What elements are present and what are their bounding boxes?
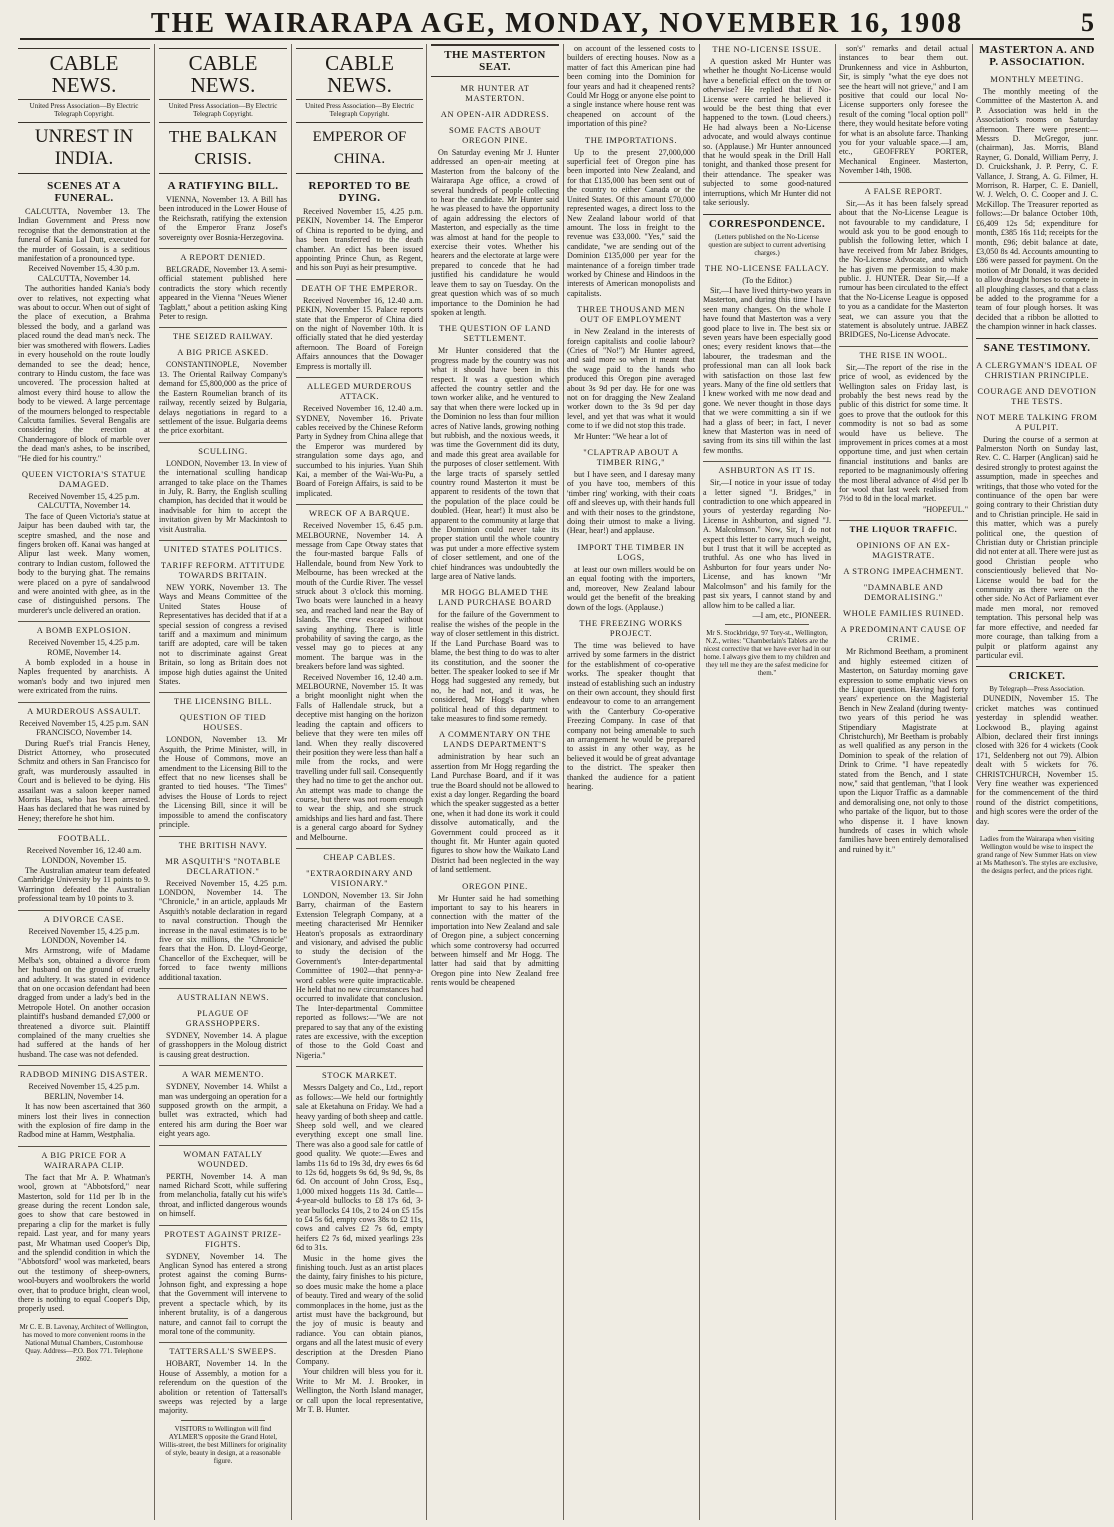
subheadline: ASHBURTON AS IT IS. — [703, 461, 831, 475]
article-text: on account of the lessened costs to builders of erecting houses. Now as a matter of fact this American pine had been coming into the Dominion for four years and had it cheapened rents? Could Mr Hogg or anyone else point to a single instance where house rent was cheapened on account of the importation of this pine? — [567, 44, 695, 129]
subheadline: MONTHLY MEETING. — [990, 74, 1084, 84]
article-text: Messrs Dalgety and Co., Ltd., report as follows:—We held our fortnightly sale at Eketahuna on Friday. We had a heavy yarding of both sheep and cattle. Sheep sold well, and we cleared everything except one small line. There was also a good sale for cattle of good quality. We quote:—Ewes and lambs 11s 6d to 19s 3d, dry ewes 6s 6d to 12s 6d, hoggets 9s 6d, 9s 9d, 9s, 8s 6d. On account of John Cross, Esq., 1,000 mixed hoggets 11s 3d. Cattle—4-year-old bullocks to £8 17s 6d, 3-year bullocks £4 10s, 2 to 24 on £5 15s to £4 5s 6d, empty cows 38s to £2 11s, cows and calves £2 7s 6d, empty heifers £2 7s 6d, mixed yearlings 23s 6d to 31s. — [296, 1083, 423, 1253]
article-text: Received November 15, 4.25 p.m. PEKIN, November 14. The Emperor of China is reported to be dying, and has been transferred to the death chamber. An edict has been issued appointing Prince Chun, as Regent, and his son Puyi as heir presumptive. — [296, 207, 423, 273]
subheadline: AN OPEN-AIR ADDRESS. — [440, 109, 550, 119]
headline: MASTERTON A. AND P. ASSOCIATION. — [979, 44, 1095, 68]
subheadline: OPINIONS OF AN EX-MAGISTRATE. — [856, 540, 951, 561]
article-text: During Ruef's trial Francis Heney, District Attorney, who prosecuted Schmitz and others in San Francisco for graft, was murderously assaulted in Court and is believed to be dying. His assailant was a saloon keeper named Morris Haas, who has been arrested. Haas has declared that he was ruined by Heney; therefore he shot him. — [18, 738, 150, 823]
article-text: Your children will bless you for it. Write to Mr M. J. Brooker, in Wellington, the North Island manager, or call upon the local representative, Mr T. B. Hunter. — [296, 1367, 423, 1415]
column-5 — [567, 44, 695, 1520]
section-header: CABLE NEWS. — [296, 48, 423, 100]
article-text: Received November 15, 4.25 p.m. LONDON, November 14. The "Chronicle," in an article, applauds Mr Asquith's notable declaration in regard to naval construction. Though the increase in the naval estimates is to be five or six millions, the "Chronicle" fears that the Hon. D. Lloyd-George, Chancellor of the Exchequer, will be forced to face twenty millions additional taxation. — [159, 878, 287, 982]
column-3 — [296, 44, 423, 1520]
divider — [725, 624, 809, 625]
headline: THE MASTERTON SEAT. — [431, 44, 559, 77]
headline: SANE TESTIMONY. — [976, 338, 1098, 354]
subheadline: TARIFF REFORM. ATTITUDE TOWARDS BRITAIN. — [160, 559, 286, 580]
column-8 — [976, 44, 1098, 1520]
dateline: Received November 15, 4.25 p.m. SAN FRANCISCO, November 14. — [19, 718, 149, 738]
subheadline: THE NO-LICENSE FALLACY. — [704, 262, 830, 273]
subheadline: A CLERGYMAN'S IDEAL OF CHRISTIAN PRINCIPLE. — [976, 359, 1098, 380]
subheadline: THE LICENSING BILL. — [159, 692, 287, 706]
article-text: Received November 16, 12.40 a.m. MELBOURNE, November 15. It was a bright moonlight night when the Falls of Hallendale struck, but a deceptive mist hanging on the horizon leading the captain and officers to believe that they were ten miles off land. When they really discovered their position they were less than half a mile from the rocks, and were travelling under full sail. Consequently they had no time to get the anchor out. An attempt was made to change the course, but there was not room enough to wear the ship, and she struck amidships and lies hard and fast. There is a general cargo aboard for Sydney and Melbourne. — [296, 672, 423, 842]
subheadline: A MURDEROUS ASSAULT. — [18, 702, 150, 716]
article-text: NEW YORK, November 13. The Ways and Means Committee of the United States House of Representatives has decided that if at a special session of congress a revised tariff and a maximum and minimum tariff are adopted, care will be taken not to discriminate against Great Britain, so long as Britain does not impose high duties against the United States. — [159, 582, 287, 687]
wire-credit: By Telegraph—Press Association. — [989, 685, 1085, 694]
dateline: Received November 15, 4.25 p.m. ROME, November 14. — [28, 638, 140, 657]
subheadline: SOME FACTS ABOUT OREGON PINE. — [448, 125, 542, 145]
column-1 — [18, 44, 150, 1520]
subheadline: THE SEIZED RAILWAY. — [159, 327, 287, 341]
article-text: Music in the home gives the finishing touch. Just as an artist places the dainty, fairy finishes to his picture, so does music make the home a place of beauty. Tired and weary of the solid commonplaces in the home, just as the artist must have the background, but the joy of music is beauty and radiance. You can obtain pianos, organs and all the latest music of every description at the Dresden Piano Company. — [296, 1253, 423, 1367]
subheadline: WRECK OF A BARQUE. — [296, 504, 423, 518]
dateline: Received November 15, 4.25 p.m. CALCUTTA, November 14. — [28, 491, 140, 511]
article-text: The Australian amateur team defeated Cambridge University by 11 points to 9. Warrington defeated the Australian professional team by 10 points to 3. — [18, 865, 150, 904]
subheadline: THE LIQUOR TRAFFIC. — [839, 520, 968, 534]
subheadline: A DIVORCE CASE. — [18, 910, 150, 924]
divider — [181, 1420, 265, 1421]
subheadline: A WAR MEMENTO. — [159, 1065, 287, 1079]
subheadline: A PREDOMINANT CAUSE OF CRIME. — [840, 624, 967, 645]
article-text: Sir,—I have lived thirty-two years in Masterton, and during this time I have seen many changes. On the whole I have found that Masterton was a very good place to live in. The best six or seven years have been especially good ones; every resident knows that—the labourer, the tradesman and the professional man can all look back with satisfaction on those last few years. Many of the fine old settlers that I knew worked with me now dead and gone. We never thought in those days that we were committing a sin if we had a glass of beer; in fact, I never knew that Masterton was in need of saving from its sins till within the last few months. — [703, 285, 831, 455]
subheadline: "CLAPTRAP ABOUT A TIMBER RING," — [583, 447, 679, 468]
article-text: SYDNEY, November 14. Whilst a man was undergoing an operation for a supposed growth on the armpit, a bullet was extracted, which had entered his arm during the Boer war eight years ago. — [159, 1082, 287, 1139]
dateline: Received November 16, 12.40 a.m. LONDON, November 15. — [26, 846, 142, 865]
article-text: HOBART, November 14. In the House of Assembly, a motion for a referendum on the question of the abolition or retention of Tattersall's sweeps was rejected by a large majority. — [159, 1359, 287, 1416]
advertisement: Ladies from the Wairarapa when visiting Wellington would be wise to inspect the grand range of New Summer Hats on view at Ms Matheson's. The styles are exclusive, the designs perfect, and the prices right. — [976, 835, 1098, 875]
section-header: CABLE NEWS. — [159, 48, 287, 100]
headline: UNREST IN INDIA. — [18, 122, 150, 174]
wire-credit: United Press Association—By Electric Telegraph Copyright. — [305, 102, 414, 118]
masthead — [20, 8, 1094, 40]
column-rule — [154, 44, 155, 1520]
article-text: Sir,—The report of the rise in the price of wool, as evidenced by the Wellington sales on Friday last, is probably the best news read by the public of this district for some time. It goes to prove that the outlook for this commodity is not so bad as some would have us believe. The improvement in prices comes at a most opportune time, and just when certain financial institutions and banks are reported to be magnanimously offering the most liberal advance of 4½d per lb for wool that last week realised from 7½d to 8d in the local market. — [839, 362, 968, 504]
article-text: CALCUTTA, November 13. The Indian Government and Press now recognise that the demonstration at the funeral of Kania Lal Dutt, executed for the murder of Gossain, is a seditious manifestation of a pronounced type. — [18, 207, 150, 264]
article-text: Mrs Armstrong, wife of Madame Melba's son, obtained a divorce from her husband on the ground of cruelty and adultery. It was stated in evidence that on one occasion defendant had been dragged from under a lady's bed in the Metropole Hotel. On another occasion plaintiff's husband demanded £7,000 or threatened a divorce suit. Plaintiff complained of the many cruelties she had suffered at the hands of her husband. The case was not defended. — [18, 946, 150, 1059]
subheadline: PROTEST AGAINST PRIZE-FIGHTS. — [159, 1225, 287, 1249]
subheadline: NOT MERE TALKING FROM A PULPIT. — [976, 411, 1098, 432]
article-text: LONDON, November 13. Sir John Barry, chairman of the Eastern Extension Telegraph Company, at a meeting characterised Mr Henniker Heaton's proposals as extraordinary and visionary, and advised the public to study the decision of the Government's Inter-departmental Committee of 1902—that penny-a-word cables were quite impracticable. He held that no new circumstances had occurred to invalidate that conclusion. The Inter-departmental Committee reported as follows:—"We are not prepared to say that any of the existing rates are excessive, with the exception of those to the Gold Coast and Nigeria." — [296, 890, 423, 1060]
article-text: It has now been ascertained that 360 miners lost their lives in connection with the explosion of fire damp in the Radbod mine at Hamm, Westphalia. — [18, 1102, 150, 1140]
article-text: A question asked Mr Hunter was whether he thought No-License would have a beneficial effect on the town or otherwise? He replied that if No-License were carried he believed it would be the best thing that ever happened to the town. (Loud cheers.) He had always been a No-License advocate, and would always continue so. (Applause.) Mr Hunter announced that he would speak in the Drill Hall tonight, and thanked those present for their attendance. The speaker was subjected to some good-natured interruptions, which Mr Hunter did not take seriously. — [703, 57, 831, 208]
salutation: (To the Editor.) — [742, 275, 792, 285]
article-text: Mr Hunter considered that the progress made by the country was not what it should have been in this respect. It was a question which affected the country settler and the town worker alike, and he ventured to say that when there were locked up in the Dominion no less than four million acres of Native lands, growing nothing but rubbish, and the noxious weeds, it was time the Government did its duty, and made this great area available for the purposes of closer settlement. With the large tracts of sparsely settled country round Masterton it must be apparent to residents of the town that the population of the place could be doubled. (Hear, hear!) It must also be apparent to the community at large that the Dominion could never take its proper station until the whole country was put under a more effective system of closer settlement, and one of the chief hindrances was undoubtedly the large area of Native lands. — [431, 346, 559, 582]
article-text: PERTH, November 14. A man named Richard Scott, while suffering from melancholia, fatally cut his wife's throat, and inflicted dangerous wounds on himself. — [159, 1171, 287, 1219]
article-text: The face of Queen Victoria's statue at Jaipur has been daubed with tar, the sceptre smashed, and the nose and fingers broken off. Kanai was hanged at Alipur last week. Many women, contrary to Indian custom, followed the body to the burying ghat. The remains were placed on a pyre of sandalwood and were anointed with ghee, as in the case of distinguished persons. The murderer's uncle delivered an oration. — [18, 511, 150, 615]
article-text: son's" remarks and detail actual instances to bear them out. Drunkenness and vice in Ashburton, Sir, is simply "what the eye does not see the heart will not grieve," and I am positive that could our local No-License supporters only foresee the result of the coming "local option poll" there, they would hesitate before voting for what is an absolute farce. Thanking you for your valuable space.—I am, etc., GEOFFREY PORTER, Mechanical Engineer. Masterton, November 14th, 1908. — [839, 44, 968, 176]
wire-credit: United Press Association—By Electric Telegraph Copyright. — [168, 102, 278, 118]
article-text: CONSTANTINOPLE, November 13. The Oriental Railway Company's demand for £5,800,000 as the price of the Eastern Roumelian branch of its railway, recently seized by Bulgaria, delays negotiations in regard to a settlement of the issue. Bulgaria deems the price exorbitant. — [159, 360, 287, 436]
advertisement: Mr S. Stockbridge, 97 Tory-st., Wellington, N.Z., writes: "Chamberlain's Tablets are the nicest corrective that we have ever had in our home. I always give them to my children and they tell me they are the safest medicine for them." — [703, 629, 831, 678]
article-text: Received November 16, 12.40 a.m. PEKIN, November 15. Palace reports state that the Emperor of China died on the night of November 10th. It is officially stated that he died yesterday afternoon. The Board of Foreign Affairs announces that the Dowager Empress is mortally ill. — [296, 295, 423, 371]
dateline: Received November 15, 4.30 p.m. CALCUTTA, November 14. — [28, 264, 140, 283]
headline: CRICKET. — [976, 666, 1098, 682]
signature: —I am, etc., PIONEER. — [752, 610, 831, 620]
subheadline: QUESTION OF TIED HOUSES. — [179, 712, 267, 733]
article-text: The fact that Mr A. P. Whatman's wool, grown at "Abbotsford," near Masterton, sold for 11d per lb in the grease during the recent London sale, goes to show that care bestowed in preparing a clip for the market is fully repaid. Last year, and for many years past, Mr Whatman used Cooper's Dip, and the splendid condition in which the "Abbotsford" wool was marketed, bears out the testimony of sheep-owners, wool-buyers and woolbrokers the world over, that to produce bright, clean wool, there is nothing to equal Cooper's Dip, properly used. — [18, 1172, 150, 1314]
subheadline: MR HOGG BLAMED THE LAND PURCHASE BOARD — [438, 587, 552, 608]
article-text: Received November 15, 6.45 p.m. MELBOURNE, November 14. A message from Cape Otway states that the four-masted barque Falls of Hallendale, bound from New York to Melbourne, has been wrecked at the mouth of the Curdie River. The vessel struck about 3 o'clock this morning. Two boats were launched in a heavy sea, and reached land near the Bay of Islands. The crew escaped without saving anything. There is little probability of saving the cargo, as the vessel may go to pieces at any moment. The barque was in the breakers before land was sighted. — [296, 521, 423, 672]
article-text: Sir,—I notice in your issue of today a letter signed "J. Bridges," in contradiction to one which appeared in yours of yesterday regarding No-License in Ashburton, and signed "J. A. Malcolmson." Now, Sir, I do not expect this letter to carry much weight, but I trust that it will be accepted as truthful. As one who has lived in Ashburton for four years under No-License, and has known "Mr Malcolmson" and his family for the past six years, I cannot stand by and allow him to be called a liar. — [703, 478, 831, 610]
article-text: but I have seen, and I daresay many of you have too, members of this 'timber ring' working, with their coats off and sleeves up, with their hands full and with their noses to the grindstone, doing their utmost to make a living. (Hear, hear!) and applause. — [567, 470, 695, 536]
subheadline: A FALSE REPORT. — [839, 182, 968, 196]
subheadline: SCULLING. — [159, 442, 287, 456]
headline: EMPEROR OF CHINA. — [296, 122, 423, 174]
subheadline: THE QUESTION OF LAND SETTLEMENT. — [439, 323, 551, 344]
article-text: Up to the present 27,000,000 superficial feet of Oregon pine has been imported into New Zealand, and for that £135,000 has been sent out of the country to either Canada or the United States. Of this amount £70,000 represented wages, a direct loss to the New Zealand labour world of that amount. The loss in freight to the revenue was £33,000. "Yes," said the candidate, "we are sending out of the Dominion £135,000 per year for the maintenance of a foreign timber trade worked by Chinese and Hindoos in the interests of American monopolists and capitalists. — [567, 147, 695, 298]
subheadline: PLAGUE OF GRASSHOPPERS. — [185, 1007, 261, 1028]
column-rule — [835, 44, 836, 1520]
divider — [40, 1318, 128, 1319]
column-6 — [703, 44, 831, 1520]
subheadline: "DAMNABLE AND DEMORALISING." — [863, 582, 944, 603]
headline: THE BALKAN CRISIS. — [159, 122, 287, 174]
subheadline: RADBOD MINING DISASTER. — [18, 1065, 150, 1079]
article-text: On Saturday evening Mr J. Hunter addressed an open-air meeting at Masterton from the balcony of the Wairarapa Age office, a crowd of several hundreds of people collecting to hear the candidate. Mr Hunter said he was pleased to have the opportunity of again addressing the electors of Masterton, and especially as the time was almost at hand for the people to exercise their votes. Whether his hearers and the electorate at large were prepared to concede that he had justified his candidature he would leave them to say on Tuesday. On the great question which was of so much importance to the Dominion he had spoken at length. — [431, 148, 559, 317]
article-text: During the course of a sermon at Palmerston North on Sunday last, Rev. C. C. Harper (Anglican) said he desired strongly to protest against the assumption, made in speeches and writings, that those who voted for the continuance of the open bar were going contrary to their Christian duty and to Christian principle. He said in this matter, which was a purely political one, the question of Christian duty or Christian principle did not enter at all. There were just as good Christian people who conscientiously believed that No-License would be bad for the community as there were on the other side. No Act of Parliament ever made men moral, nor removed temptation. This personal help was far more effective, and needed far more courage, than talking from a pulpit or platform against any particular evil. — [976, 434, 1098, 660]
article-text: BELGRADE, November 13. A semi-official statement published here contradicts the story which recently appeared in the Vienna "Neues Wiener Tagblatt," about a petition asking King Peter to resign. — [159, 265, 287, 322]
advertisement: VISITORS to Wellington will find AYLMER'S opposite the Grand Hotel, Willis-street, the best Milliners for originality of style, beauty in design, at a reasonable figure. — [159, 1424, 287, 1465]
subheadline: ALLEGED MURDEROUS ATTACK. — [296, 377, 423, 401]
divider — [998, 830, 1076, 831]
page-number: 5 — [1081, 8, 1094, 37]
subheadline: COURAGE AND DEVOTION THE TESTS. — [977, 385, 1097, 406]
article-text: A bomb exploded in a house in Naples frequented by anarchists. A woman's body and two injured men were extricated from the ruins. — [18, 658, 150, 696]
article-text: Received November 16, 12.40 a.m. SYDNEY, November 16. Private cables received by the Chinese Reform Party in Sydney from China allege that the Emperor was murdered by strangulation some days ago, and succumbed to his injuries. Yuan Shih Kai, a member of the Wai-Wu-Pu, a Board of Foreign Affairs, is said to be implicated. — [296, 404, 423, 498]
dateline: Received November 15, 4.25 p.m. LONDON, November 14. — [28, 926, 140, 945]
dateline: Received November 15, 4.25 p.m. BERLIN, November 14. — [28, 1082, 140, 1101]
column-rule — [426, 44, 427, 1520]
article-text: The authorities handed Kania's body over to relatives, not expecting what was about to occur. When out of sight of the place of execution, a Brahma blessed the body, and a garland was placed round the dead man's neck. The bier was smothered with flowers. Ladies in every household on the route loudly demanded to see the dead; hence, contrary to Hindu custom, the face was uncovered. The procession halted at almost every third house to allow the body to be viewed. A large percentage of the mourners belonged to respectable Calcutta families. Several Bengalis are considering the erection at Chandernagore of block of marble over the dead man's ashes, to be inscribed, "He died for his country." — [18, 284, 150, 463]
column-rule — [699, 44, 700, 1520]
article-text: Mr Richmond Beetham, a prominent and highly esteemed citizen of Masterton, on Saturday morning gave expression to some emphatic views on the Liquor question. Having had forty years' experience on the Magisterial Bench in New Zealand (during twenty-two years of this period he was Stipendiary Magistrate at Christchurch), Mr Beetham is probably as well qualified as any person in the Dominion to speak of the relation of Drink to Crime. "I have repeatedly stated from the Bench, and I state now," said that gentleman, "that I look upon the Liquor Traffic as a damnable and demoralising one, not only to those who partake of the liquor, but to those who dispense it. I have known hundreds of cases in which whole families have been entirely demoralised and ruined by it." — [839, 647, 968, 854]
article-text: The monthly meeting of the Committee of the Masterton A. and P. Association was held in the Association's rooms on Saturday afternoon. There were present:—Messrs D. McGregor, junr. (chairman), Jas. Morris, Bland Rayner, G. Donald, William Perry, J. D. Cruickshank, J. P. Perry, C. F. Vallance, J. Strang, A. G. Filmer, H. Morrison, R. Harper, C. E. Daniell, W. J. Welch, O. C. Cooper and J. C. McKillop. The Treasurer reported as follows:—Dr balance October 10th, £6,409 12s 5d; expenditure for month, £385 16s 11d; receipts for the month, £96; debit balance at date, £3,050 8s 4d. Accounts amounting to £86 were passed for payment. On the motion of Mr Donald, it was decided to allow draught horses to compete in all ploughing classes, and that a class be added to the programme for a team of four plough horses. It was decided that a ribbon be allotted to the champion winner in hack classes. — [976, 87, 1098, 332]
article-text: at least our own millers would be on an equal footing with the importers, and, moreover, New Zealand labour would get the benefit of the breaking down of the logs. (Applause.) — [567, 564, 695, 612]
article-text: The time was believed to have arrived by some farmers in the district for the establishment of co-operative works. The speaker thought that instead of establishing such an industry on their own account, they should first endeavour to come to an arrangement with the Canterbury Co-operative Freezing Company. In case of that company not being amenable to such an arrangement he would be prepared to assist in any other way, as he believed it would be of great advantage to the district. The speaker then thanked the audience for a patient hearing. — [567, 640, 695, 791]
subheadline: A BIG PRICE FOR A WAIRARAPA CLIP. — [18, 1146, 150, 1170]
subheadline: AUSTRALIAN NEWS. — [159, 988, 287, 1002]
article-text: Mr Hunter: "We hear a lot of — [574, 431, 668, 441]
subheadline: SCENES AT A FUNERAL. — [47, 180, 121, 204]
subheadline: A STRONG IMPEACHMENT. — [843, 566, 964, 577]
subheadline: MR ASQUITH'S "NOTABLE DECLARATION." — [165, 855, 281, 876]
masthead-title: THE WAIRARAPA AGE, MONDAY, NOVEMBER 16, 1908 — [150, 8, 964, 39]
subheadline: DEATH OF THE EMPEROR. — [296, 279, 423, 293]
column-rule — [563, 44, 564, 1520]
subheadline: FOOTBALL. — [18, 829, 150, 843]
subheadline: IMPORT THE TIMBER IN LOGS, — [577, 541, 685, 562]
article-text: LONDON, November 13. In view of the international sculling handicap arranged to take place on the Thames in July, R. Barry, the English sculling champion, has decided that it would be inadvisable for him to accept the invitation given by Mr Mackintosh to visit Australia. — [159, 458, 287, 534]
subheadline: A RATIFYING BILL. — [167, 180, 279, 192]
article-text: SYDNEY, November 14. A plague of grasshoppers in the Moloug district is causing great destruction. — [159, 1030, 287, 1059]
subheadline: THREE THOUSAND MEN OUT OF EMPLOYMENT — [577, 304, 685, 325]
article-text: administration by hear such an assertion from Mr Hogg regarding the Land Purchase Board, and if it was true the Board should not be allowed to exist a day longer. Regarding the board which the speaker suggested as a better one, when it had done its work it could dissolve automatically, and the Government could proceed as it thought fit. Mr Hunter again quoted figures to show how the Waikato Land District had been neglected in the way of land settlement. — [431, 752, 559, 875]
subheadline: MR HUNTER AT MASTERTON. — [460, 83, 530, 103]
column-rule — [291, 44, 292, 1520]
article-text: SYDNEY, November 14. The Anglican Synod has entered a strong protest against the coming Burns-Johnson fight, and expressing a hope that the Government will intervene to prevent a spectacle which, by its inherent brutality, is of a dangerous nature, and cannot fail to corrupt the moral tone of the community. — [159, 1251, 287, 1336]
column-2 — [159, 44, 287, 1520]
subheadline: THE FREEZING WORKS PROJECT. — [579, 617, 683, 638]
column-4 — [431, 44, 559, 1520]
wire-credit: United Press Association—By Electric Telegraph Copyright. — [29, 102, 139, 118]
subheadline: "EXTRAORDINARY AND VISIONARY." — [306, 867, 413, 888]
article-text: LONDON, November 13. Mr Asquith, the Prime Minister, will, in the House of Commons, move an amendment to the Licensing Bill to the effect that no new licenses shall be granted to tied houses. "The Times" advises the House of Lords to reject the Licensing Bill, since it will be impossible to amend the confiscatory principle. — [159, 735, 287, 830]
subheadline: REPORTED TO BE DYING. — [308, 180, 411, 204]
subheadline: A BIG PRICE ASKED. — [177, 347, 269, 358]
subheadline: QUEEN VICTORIA'S STATUE DAMAGED. — [21, 468, 147, 489]
article-text: in New Zealand in the interests of foreign capitalists and coolie labour? (Cries of "No!") Mr Hunter agreed, and said more so when it meant that the wage paid to the hands who produced this Oregon pine averaged about 3s 9d per day. He for one was not on for dragging the New Zealand worker down to the 3s 9d per day level, and yet that was what it would come to if we did not stop this trade. — [567, 327, 695, 431]
subheadline: THE BRITISH NAVY. — [159, 836, 287, 850]
subheadline: UNITED STATES POLITICS. — [159, 540, 287, 554]
section-header: CABLE NEWS. — [18, 48, 150, 100]
subheadline: A COMMENTARY ON THE LANDS DEPARTMENT'S — [438, 729, 552, 750]
subheadline: OREGON PINE. — [462, 880, 528, 891]
subheadline: A BOMB EXPLOSION. — [18, 621, 150, 635]
subheadline: WOMAN FATALLY WOUNDED. — [159, 1145, 287, 1169]
article-text: for the failure of the Government to realise the wishes of the people in the way of closer settlement in this district. If the Land Purchase Board was to blame, the best thing to do was to alter its constitution, and the sooner the better. The speaker looked to see if Mr Hogg had suggested any remedy, but no, he had not, and it was, he considered, Mr Hogg's duty when political head of this department to take measures to find some remedy. — [431, 610, 559, 723]
subheadline: CHEAP CABLES. — [296, 848, 423, 862]
subheadline: WHOLE FAMILIES RUINED. — [843, 608, 964, 619]
subheadline: A REPORT DENIED. — [159, 248, 287, 262]
advertisement: Mr C. E. B. Lavenay, Architect of Wellington, has moved to more convenient rooms in the National Mutual Chambers, Customhouse Quay. Address—P.O. Box 771. Telephone 2602. — [19, 1322, 149, 1363]
article-text: Sir,—As it has been falsely spread about that the No-License League is not favourable to my candidature, I would ask you to be good enough to publish the following letter, which I have received from Mr Jabez Bridges, the No-License Advocate, and which he has given me permission to make public. J. HUNTER. Dear Sir,—If a rumour has been circulated to the effect that the No-License League is opposed to you as a candidate for the Masterton seat, we can assure you that the statement is absolutely untrue. JABEZ BRIDGES, No-License Advocate. — [839, 198, 968, 340]
subheadline: STOCK MARKET. — [296, 1066, 423, 1080]
subheadline: TATTERSALL'S SWEEPS. — [159, 1342, 287, 1356]
subheadline: THE IMPORTATIONS. — [584, 134, 678, 145]
subheadline: THE RISE IN WOOL. — [839, 346, 968, 360]
column-7 — [839, 44, 968, 1520]
subheadline: THE NO-LICENSE ISSUE. — [712, 44, 822, 54]
column-rule — [972, 44, 973, 1520]
section-header: CORRESPONDENCE. — [703, 214, 831, 230]
article-text: DUNEDIN, November 15. The cricket matches was continued yesterday in splendid weather. Lockwood B., playing against Albion, declared their first innings closed with 326 for 4 wickets (Cook 171, Seldenberg not out 79). Albion dealt with 5 wickets for 76. CHRISTCHURCH, November 15. Very fine weather was experienced for the commencement of the third round of the district competitions, and high scores were the order of the day. — [976, 694, 1098, 826]
article-text: Mr Hunter said he had something important to say to his hearers in connection with the matter of the importation into New Zealand and sale of Oregon pine, a subject concerning which some controversy had occurred between himself and Mr Hogg. The latter had said that by admitting Oregon pine into New Zealand free rents would be cheapened — [431, 893, 559, 988]
editorial-note: (Letters published on the No-License question are subject to current advertising charges.) — [708, 232, 826, 257]
signature: "HOPEFUL." — [922, 504, 968, 514]
article-text: VIENNA, November 13. A Bill has been introduced in the Lower House of the Reichsrath, ratifying the extension of the Emperor Franz Josef's sovereignty over Bosnia-Herzegovina. — [159, 195, 287, 242]
